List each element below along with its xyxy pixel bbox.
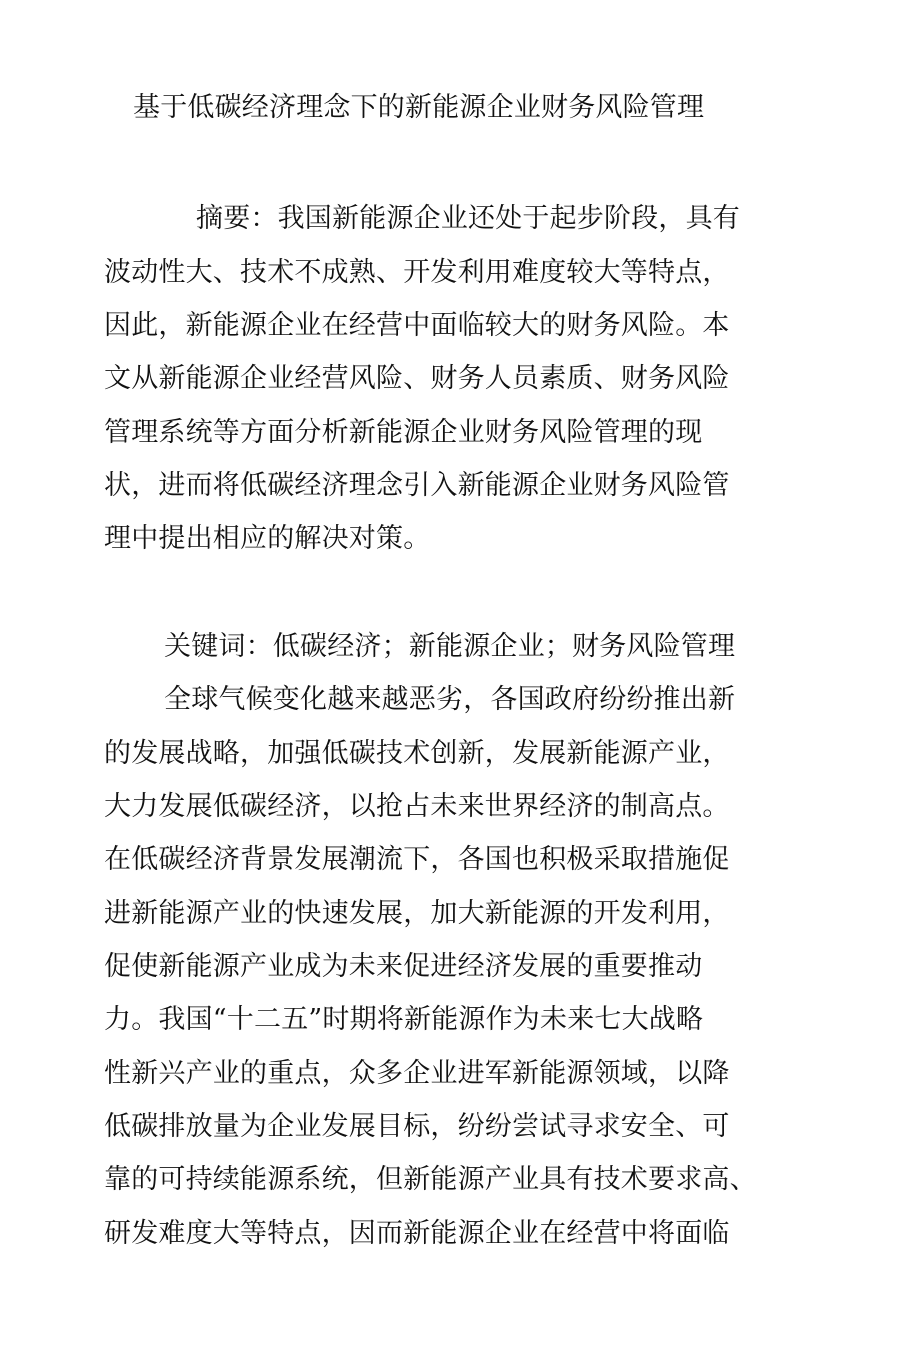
abstract-line: 管理系统等方面分析新能源企业财务风险管理的现 [104, 417, 703, 448]
abstract-line: 状，进而将低碳经济理念引入新能源企业财务风险管 [104, 470, 730, 501]
abstract-line: 理中提出相应的解决对策。 [104, 523, 431, 554]
abstract-line: 摘要：我国新能源企业还处于起步阶段，具有 [196, 203, 740, 234]
abstract-line: 波动性大、技术不成熟、开发利用难度较大等特点， [104, 257, 730, 288]
body-line: 促使新能源产业成为未来促进经济发展的重要推动 [104, 951, 703, 982]
body-line: 低碳排放量为企业发展目标，纷纷尝试寻求安全、可 [104, 1111, 730, 1142]
abstract-line: 因此，新能源企业在经营中面临较大的财务风险。本 [104, 310, 730, 341]
body-line: 力。我国“十二五”时期将新能源作为未来七大战略 [104, 1004, 704, 1035]
body-line: 全球气候变化越来越恶劣，各国政府纷纷推出新 [164, 684, 736, 715]
body-line: 的发展战略，加强低碳技术创新，发展新能源产业， [104, 738, 730, 769]
abstract-line: 文从新能源企业经营风险、财务人员素质、财务风险 [104, 363, 730, 394]
body-line: 靠的可持续能源系统，但新能源产业具有技术要求高、 [104, 1164, 757, 1195]
body-line: 性新兴产业的重点，众多企业进军新能源领域，以降 [104, 1058, 730, 1089]
document-title: 基于低碳经济理念下的新能源企业财务风险管理 [133, 92, 705, 123]
body-line: 在低碳经济背景发展潮流下，各国也积极采取措施促 [104, 844, 730, 875]
keywords-line: 关键词：低碳经济；新能源企业；财务风险管理 [164, 631, 736, 662]
body-line: 大力发展低碳经济，以抢占未来世界经济的制高点。 [104, 791, 730, 822]
body-line: 研发难度大等特点，因而新能源企业在经营中将面临 [104, 1218, 730, 1249]
body-line: 进新能源产业的快速发展，加大新能源的开发利用， [104, 898, 730, 929]
